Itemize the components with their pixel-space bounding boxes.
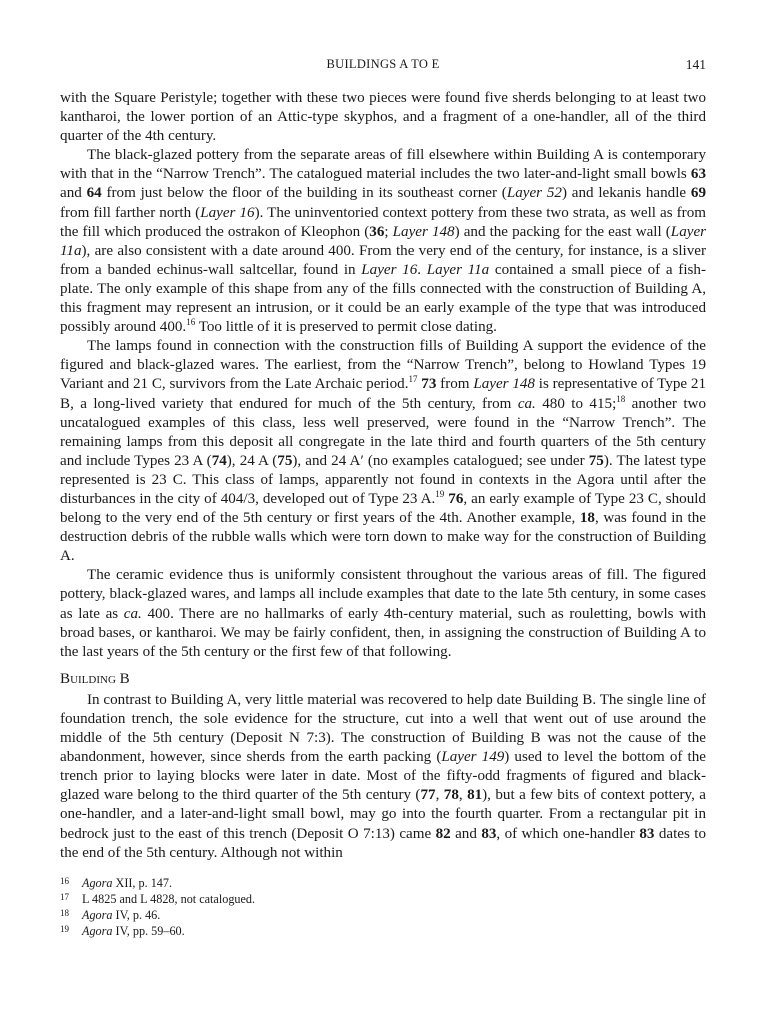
catalogue-number: 82 [435,825,451,842]
text-run: ; [384,223,393,240]
text-run: The lamps found in connection with the construction fills of Building A support the evidence of the figured and black-glazed wares. The earliest, from the “Narrow Trench”, belong to Howland Types 19 Variant and 21 C, survivors from the Late Archaic period. [60,338,706,393]
catalogue-number: 77 [420,787,436,804]
text-run: and [450,825,482,842]
text-run: from fill farther north ( [60,204,201,221]
layer-reference: Layer 16 [200,204,255,221]
text-run: 480 to 415; [535,395,617,412]
running-head [60,55,706,77]
catalogue-number: 83 [639,825,655,842]
footnote-number: 19 [60,923,69,934]
paragraph-5 [60,691,706,863]
paragraph-text: with the Square Peristyle; together with these two pieces were found five sherds belonging to at least two kantharoi, the lower portion of an Attic-type skyphos, and a fragment of a one-handler, all of the third quarter of the 4th century. [60,90,706,145]
paragraph-2 [60,146,706,337]
footnote-text: IV, pp. 59–60. [112,923,185,938]
text-run: ), but a few bits of context pottery, a one-handler, and a later-and-light small bowl, may go into the fourth quarter. From a rectangular pit in bedrock just to the east of this trench (Deposit O 7:13) came [60,787,707,842]
text-run: , an early example of Type 23 C, should belong to the very end of the 5th century or first years of the 4th. Another example, [60,490,706,527]
catalogue-number: 63 [690,166,706,183]
text-run: ), 24 A ( [226,452,278,469]
footnote-italic: Agora [82,923,113,938]
text-run: Too little of it is preserved to permit close dating. [195,319,497,336]
text-run: , [435,787,444,804]
footnote-text: L 4825 and L 4828, not catalogued. [82,891,256,906]
catalogue-number: 36 [369,223,385,240]
page [60,55,706,939]
text-run: contained a small piece of a fish-plate. The only example of this shape from any of the fills connected with the construction of Building A, this fragment may represent an intrusion, or it could be an early example of the type that was introduced possibly around 400. [60,261,706,336]
footnote [60,891,706,907]
text-run: ), and 24 A′ (no examples catalogued; see under [292,452,589,469]
footnote-marker[interactable]: 16 [186,317,196,328]
catalogue-number: 78 [443,787,459,804]
catalogue-number: 81 [467,787,483,804]
text-run: ), are also consistent with a date around 400. From the very end of the century, for instance, is a sliver from a banded echinus-wall saltcellar, found in [60,242,706,278]
layer-reference: Layer 11a [426,261,490,278]
circa-abbreviation: ca. [517,395,536,412]
footnote-marker[interactable]: 19 [435,488,445,499]
text-run: . [417,261,427,278]
text-run: In contrast to Building A, very little material was recovered to help date Building B. The single line of foundation trench, the sole evidence for the structure, cut into a well that went out of use around the middle of the 5th century (Deposit N 7:3). The construction of Building B was not the cause of the abandonment, however, since sherds from the earth packing ( [60,691,706,766]
catalogue-number: 83 [481,825,497,842]
text-run: from just below the floor of the building in its southeast corner ( [101,185,507,202]
catalogue-number: 69 [690,185,706,202]
footnote [60,923,706,939]
text-run: ). The latest type represented is 23 C. This class of lamps, apparently not found in contexts in the Agora until after the disturbances in the city of 404/3, developed out of Type 23 A. [60,452,706,507]
catalogue-number: 76 [448,490,464,507]
text-run: 400. There are no hallmarks of early 4th-century material, such as rouletting, bowls with broad bases, or kantharoi. We may be fairly confident, then, in assigning the construction of Building A to the last years of the 5th century or the first few of that following. [60,605,706,660]
text-run: ) used to level the bottom of the trench prior to laying blocks were later in date. Most of the fifty-odd fragments of figured and black-glazed ware belong to the third quarter of the 5th century ( [60,749,706,804]
footnote [60,875,706,891]
catalogue-number: 75 [588,452,604,469]
footnote-number: 18 [60,907,69,918]
text-run: , of which one-handler [496,825,640,842]
footnote-italic: Agora [82,907,113,922]
text-run: ). The uninventoried context pottery from these two strata, as well as from the fill which produced the ostrakon of Kleophon ( [60,204,706,240]
text-run: ) and the packing for the east wall ( [454,223,671,240]
paragraph-3 [60,337,706,566]
catalogue-number: 73 [421,376,437,393]
circa-abbreviation: ca. [123,605,142,622]
text-run: from [436,376,474,393]
footnote-italic: Agora [82,875,113,890]
catalogue-number: 74 [211,452,227,469]
text-run: The ceramic evidence thus is uniformly consistent throughout the various areas of fill. The figured pottery, black-glazed wares, and lamps all include examples that date to the late 5th century, in some cases as late as [60,567,706,622]
footnote-marker[interactable]: 18 [616,393,626,404]
text-run: and [60,185,87,202]
catalogue-number: 18 [579,510,595,527]
paragraph-4 [60,566,706,661]
layer-reference: Layer 148 [392,223,455,240]
footnotes [60,875,706,939]
paragraph-1 [60,89,706,146]
layer-reference: Layer 52 [506,185,562,202]
layer-reference: Layer 11a [60,223,707,259]
footnote-marker[interactable]: 17 [408,374,418,385]
text-run: another two uncatalogued examples of this class, less well preserved, were found in the “Narrow Trench”. The remaining lamps from this deposit all congregate in the late third and fourth quarters of the 5th century and include Types 23 A ( [60,395,706,469]
text-run: is representative of Type 21 B, a long-lived variety that endured for much of the 5th century, from [60,376,706,412]
footnote-number: 16 [60,875,69,886]
text-run: , was found in the destruction debris of the rubble walls which were torn down to make way for the construction of Building A. [60,510,706,565]
text-run: ) and lekanis handle [561,185,691,202]
layer-reference: Layer 16 [361,261,418,278]
running-title: BUILDINGS A TO E [326,57,440,71]
section-heading: Building B [60,670,130,687]
text-run: , [458,787,468,804]
page-number: 141 [685,57,706,72]
catalogue-number: 75 [277,452,293,469]
footnote-number: 17 [60,891,69,902]
layer-reference: Layer 148 [473,376,535,393]
text-run: The black-glazed pottery from the separate areas of fill elsewhere within Building A is contemporary with that in the “Narrow Trench”. The catalogued material includes the two later-and-light small bowls [60,147,706,183]
layer-reference: Layer 149 [441,749,505,766]
footnote-text: XII, p. 147. [112,875,173,890]
footnote [60,907,706,923]
footnote-text: IV, p. 46. [112,907,161,922]
text-run: dates to the end of the 5th century. Although not within [60,825,707,861]
catalogue-number: 64 [86,185,102,202]
